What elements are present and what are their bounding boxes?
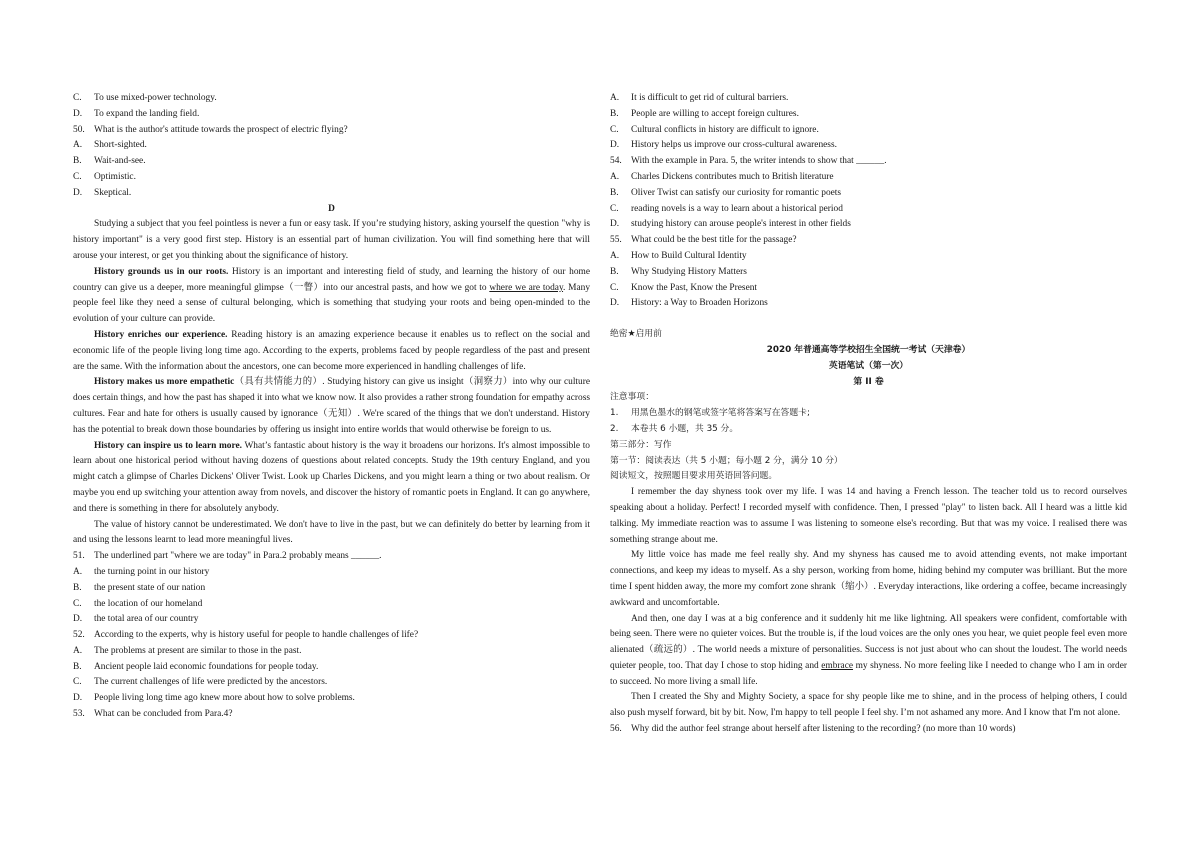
exam-title: 2020 年普通高等学校招生全国统一考试（天津卷）: [766, 344, 971, 355]
option-a: A. It is difficult to get rid of cultural barriers.: [610, 93, 789, 103]
notes-title: 注意事项：: [610, 392, 654, 403]
reading-paragraph-1: I remember the day shyness took over my life. I was 14 and having a French lesson. The teacher told us to record ourselves speaking about a holiday. Perfect! I recorded myself with confidence. Then, I pressed "play" to listen back. All I heard was a little kid talking. My immediate reaction was to assume I was listening to someone else's recording. But that was my voice. I realised there was something strange about me.: [610, 487, 1127, 545]
option-d: D. Skeptical.: [73, 187, 132, 198]
question-52: 52. According to the experts, why is history useful for people to handle challenges of life?: [73, 630, 419, 641]
paragraph-heading: History enriches our experience.: [94, 329, 228, 340]
option-c: C. The current challenges of life were predicted by the ancestors.: [73, 677, 328, 688]
part-heading: 第三部分：写作: [610, 439, 672, 450]
paragraph-1: Studying a subject that you feel pointless is never a fun or easy task. If you’re studying history, asking yourself the question "why is history important" is a very good first step. History is an essential part of human civilization. You will find something here that will arouse your interest, or get you thinking about the significance of history.: [73, 219, 590, 261]
option-a: A. The problems at present are similar to those in the past.: [73, 645, 302, 656]
option-c: C. Know the Past, Know the Present: [610, 282, 758, 293]
paragraph-heading: History can inspire us to learn more.: [94, 440, 242, 451]
option-b: B. Oliver Twist can satisfy our curiosity for romantic poets: [610, 187, 842, 198]
reading-paragraph-3: And then, one day I was at a big conference and it suddenly hit me like lightning. All speakers were confident, comfortable with being seen. There were no quieter voices. But the trouble is, if the loud voices are the only ones you hear, we quiet people feel even more alienated（疏远的）. The world needs a mixture of personalities. Success is not just about who can shout the loudest. The world needs quieter people, too. That day I chose to stop hiding and embrace my shyness. No more feeling like I needed to change who I am in order to succeed. No more living a small life.: [610, 613, 1127, 687]
note-item: 2. 本卷共 6 小题，共 35 分。: [610, 423, 739, 434]
option-b: B. Why Studying History Matters: [610, 266, 747, 277]
option-a: A. Charles Dickens contributes much to British literature: [610, 171, 834, 182]
paragraph-3: History enriches our experience. Reading history is an amazing experience because it enables us to reflect on the social and economic life of the people living long time ago. According to the experts, problems faced by people regardless of the past and present are the same. With the information about the ancestors, one can become more experienced in handling challenges of life.: [73, 329, 590, 372]
option-a: A. How to Build Cultural Identity: [610, 250, 747, 261]
option-d: D. People living long time ago knew more about how to solve problems.: [73, 693, 355, 704]
option-d: D. the total area of our country: [73, 614, 199, 625]
option-b: B. the present state of our nation: [73, 582, 206, 593]
confidential-mark: 绝密★启用前: [610, 329, 662, 340]
question-54: 54. With the example in Para. 5, the writer intends to show that ______.: [610, 156, 887, 167]
left-column: [73, 91, 590, 723]
option-a: A. the turning point in our history: [73, 566, 210, 577]
note-item: 1. 用黑色墨水的钢笔或签字笔将答案写在答题卡;: [610, 408, 810, 419]
section-title: D: [328, 203, 335, 214]
paragraph-4: History makes us more empathetic（具有共情能力的）. Studying history can give us insight（洞察力）into why our culture does certain things, and how the past has shaped it into what we know now. It also provides a rather strong foundation for empathy across cultures. Fear and hate for others is usually caused by ignorance（无知）. We're scared of the things that we don't understand. History has the potential to break down those boundaries by offering us insight into entire worlds that would otherwise be foreign to us.: [73, 377, 591, 435]
underlined-phrase: where we are today: [489, 282, 564, 293]
option-c: C. reading novels is a way to learn about a historical period: [610, 203, 843, 214]
option-a: A. Short-sighted.: [73, 140, 147, 151]
exam-subtitle: 英语笔试（第一次）: [828, 360, 909, 371]
instruction-text: 阅读短文，按照题目要求用英语回答问题。: [610, 471, 778, 482]
option-d: D. studying history can arouse people's interest in other fields: [610, 219, 851, 230]
question-56: 56. Why did the author feel strange about herself after listening to the recording? (no more than 10 words): [610, 724, 1016, 735]
paragraph-5: History can inspire us to learn more. What’s fantastic about history is the way it broadens our horizons. It's almost impossible to learn about one historical period without having dozens of questions about related concepts. Study the 19th century England, and you might catch a glimpse of Charles Dickens' Oliver Twist. Look up Charles Dickens, and you might learn a thing or two about realism. Or maybe you end up switching your attention away from novels, and discover the history of romantic poets in England. It can go anywhere, and there is something in there for absolutely anybody.: [73, 440, 590, 514]
option-d: D. History helps us improve our cross-cultural awareness.: [610, 140, 837, 151]
question-55: 55. What could be the best title for the passage?: [610, 235, 797, 246]
volume-heading: 第 II 卷: [853, 376, 884, 387]
paragraph-heading: History grounds us in our roots.: [94, 266, 229, 277]
paragraph-heading: History makes us more empathetic: [94, 377, 235, 388]
section-heading: 第一节：阅读表达（共 5 小题；每小题 2 分，满分 10 分）: [610, 455, 843, 466]
option-c: C. To use mixed-power technology.: [73, 93, 217, 103]
reading-paragraph-2: My little voice has made me feel really shy. And my shyness has caused me to avoid attending events, not make important connections, and keep my ideas to myself. As a shy person, working from home, hiding behind my computer was brilliant. But the more time I spent hidden away, the more my comfort zone shrank（缩小）. Everyday interactions, like ordering a coffee, became increasingly awkward and uncomfortable.: [610, 550, 1127, 608]
question-51: 51. The underlined part "where we are today" in Para.2 probably means ______.: [73, 551, 382, 562]
option-c: C. the location of our homeland: [73, 598, 203, 609]
underlined-word: embrace: [821, 660, 854, 671]
option-c: C. Optimistic.: [73, 171, 136, 182]
reading-paragraph-4: Then I created the Shy and Mighty Society, a space for shy people like me to shine, and in the process of helping others, I could also push myself forward, bit by bit. Now, I'm happy to tell people I feel shy. I’m not ashamed any more. And I know that I'm not alone.: [610, 692, 1127, 719]
paragraph-2: History grounds us in our roots. History is an important and interesting field of study, and learning the history of our home country can give us a deeper, more meaningful glimpse（一瞥）into our ancestral pasts, and how we got to where we are today. Many people feel like they need a sense of cultural belonging, which is something that studying your roots and being open-minded to the evolution of your culture can provide.: [73, 266, 591, 325]
question-53: 53. What can be concluded from Para.4?: [73, 709, 233, 720]
option-b: B. Ancient people laid economic foundations for people today.: [73, 661, 319, 672]
option-c: C. Cultural conflicts in history are difficult to ignore.: [610, 124, 819, 135]
question-50: 50. What is the author's attitude towards the prospect of electric flying?: [73, 124, 348, 135]
right-column: [610, 91, 1127, 738]
option-b: B. People are willing to accept foreign cultures.: [610, 108, 799, 119]
option-d: D. History: a Way to Broaden Horizons: [610, 298, 768, 309]
paragraph-6: The value of history cannot be underestimated. We don't have to live in the past, but we can definitely do better by learning from it and using the lessons learnt to lead more meaningful lives.: [73, 519, 590, 546]
option-d: D. To expand the landing field.: [73, 108, 200, 119]
option-b: B. Wait-and-see.: [73, 156, 146, 167]
